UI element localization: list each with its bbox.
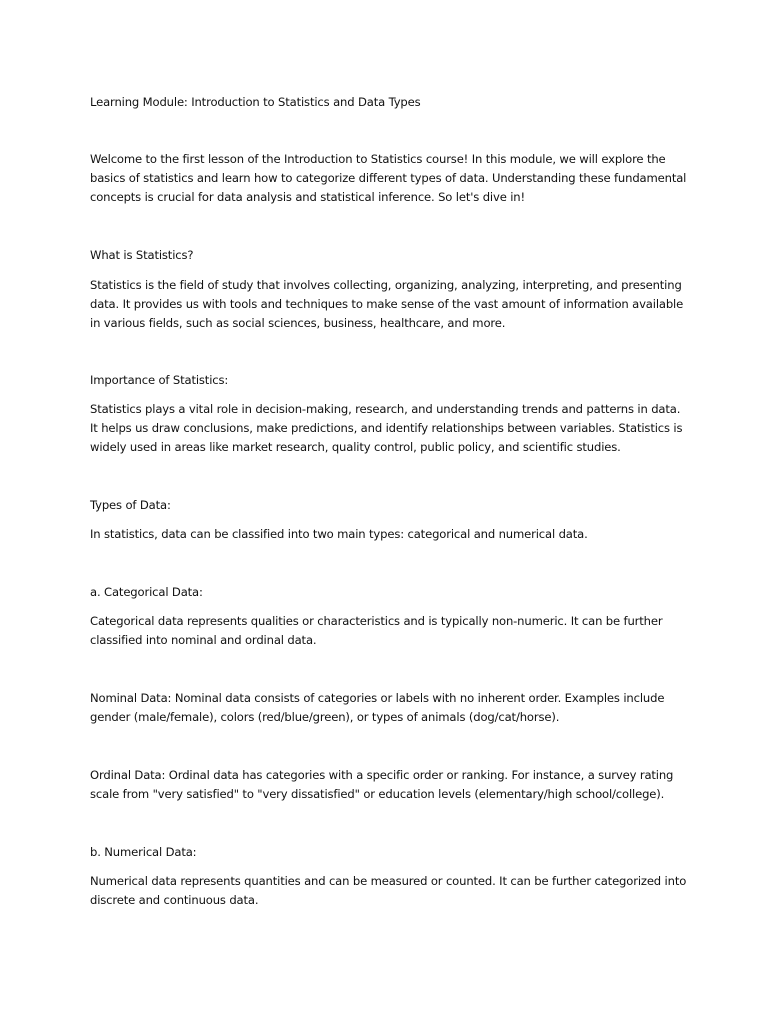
nominal-data-paragraph: Nominal Data: Nominal data consists of categories or labels with no inherent order. Examples include gender (male/female), colors (red/blue/green), or types of animals (dog/cat/horse).: [90, 691, 665, 724]
ordinal-data-paragraph: Ordinal Data: Ordinal data has categories with a specific order or ranking. For instance, a survey rating scale from "very satisfied" to "very dissatisfied" or education levels (elementary/high school/college).: [90, 768, 674, 801]
what-is-statistics-heading: What is Statistics?: [90, 248, 194, 262]
numerical-data-heading: b. Numerical Data:: [90, 845, 197, 859]
numerical-data-paragraph: Numerical data represents quantities and can be measured or counted. It can be further categorized into discrete and continuous data.: [90, 874, 687, 907]
what-is-statistics-paragraph: Statistics is the field of study that involves collecting, organizing, analyzing, interpreting, and presenting data. It provides us with tools and techniques to make sense of the vast amount of information available in various fields, such as social sciences, business, healthcare, and more.: [90, 278, 684, 330]
intro-paragraph: Welcome to the first lesson of the Introduction to Statistics course! In this module, we will explore the basics of statistics and learn how to categorize different types of data. Understanding these fundamental concepts is crucial for data analysis and statistical inference. So let's dive in!: [90, 152, 687, 204]
importance-paragraph: Statistics plays a vital role in decision-making, research, and understanding trends and patterns in data. It helps us draw conclusions, make predictions, and identify relationships between variables. Statistics is widely used in areas like market research, quality control, public policy, and scientific studies.: [90, 402, 683, 454]
categorical-data-heading: a. Categorical Data:: [90, 585, 203, 599]
types-of-data-paragraph: In statistics, data can be classified into two main types: categorical and numerical data.: [90, 527, 588, 541]
document-title: Learning Module: Introduction to Statistics and Data Types: [90, 95, 421, 109]
types-of-data-heading: Types of Data:: [90, 498, 171, 512]
importance-heading: Importance of Statistics:: [90, 373, 229, 387]
categorical-data-paragraph: Categorical data represents qualities or characteristics and is typically non-numeric. It can be further classified into nominal and ordinal data.: [90, 614, 663, 647]
